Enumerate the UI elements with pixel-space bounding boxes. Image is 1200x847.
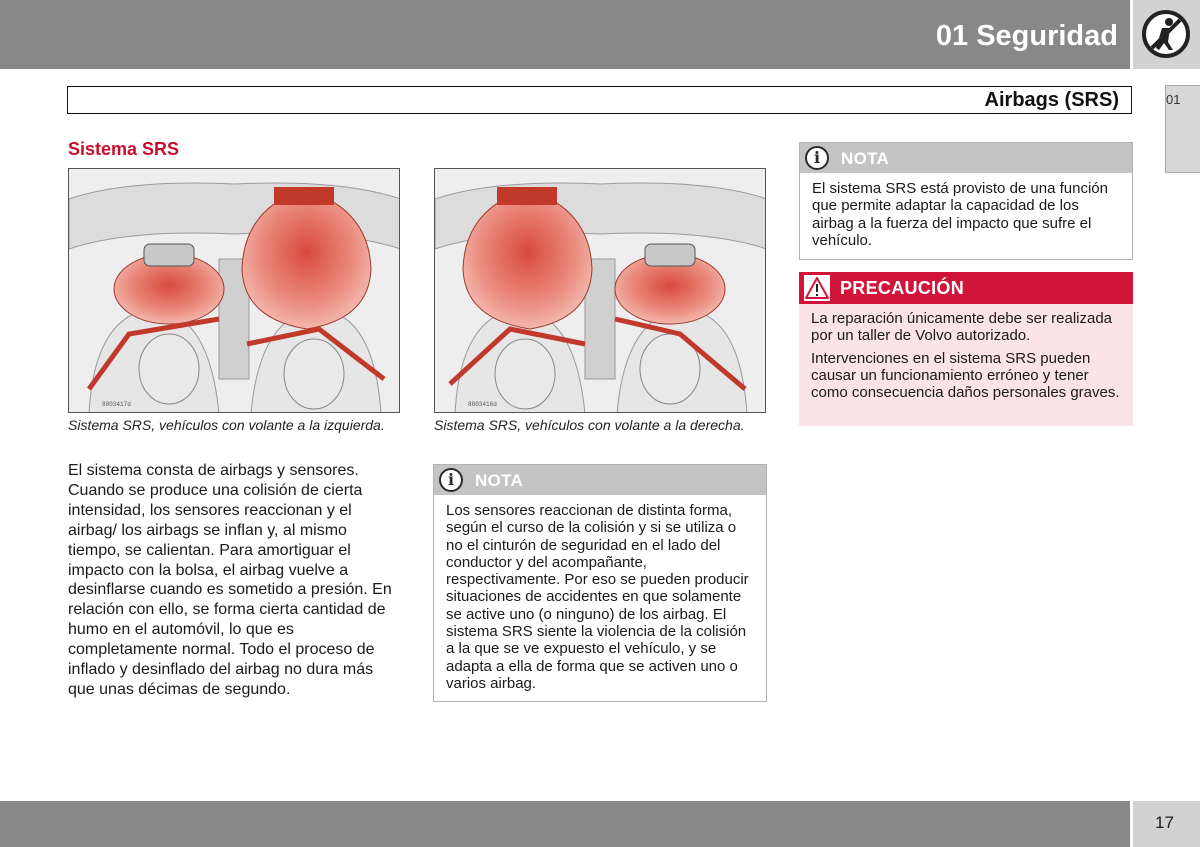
body-paragraph: El sistema consta de airbags y sensores. Cuando se produce una colisión de cierta intensidad, los sensores reaccionan y el airbag/ los airbags se inflan y, al mismo tiempo, se calientan. Para amortiguar el impacto con la bolsa, el airbag vuelve a desinflarse cuando es sometido a presión. En relación con ello, se forma cierta cantidad de humo en el automóvil, lo que es completamente normal. Todo el proceso de inflado y desinflado del airbag no dura más que unas décimas de segundo.	[68, 462, 392, 698]
chapter-title: 01 Seguridad	[935, 20, 1118, 52]
section-title-box	[67, 86, 1132, 114]
note-header	[800, 143, 1132, 173]
warning-triangle-icon	[804, 275, 830, 301]
chapter-tab[interactable]	[1165, 85, 1200, 173]
info-icon: i	[805, 146, 829, 170]
note-box-sensors	[433, 464, 767, 702]
subheading: Sistema SRS	[68, 139, 180, 159]
note-label: NOTA	[475, 471, 524, 490]
note-text: El sistema SRS está provisto de una función que permite adaptar la capacidad de los airbag a la fuerza del impacto que sufre el vehículo.	[812, 180, 1108, 249]
figure-left-hand-drive	[68, 168, 400, 413]
page-number-box	[1133, 801, 1200, 847]
note-label: NOTA	[841, 149, 890, 168]
no-seatbelt-prohibition-icon	[1140, 8, 1192, 60]
chapter-icon-box	[1133, 0, 1200, 69]
caution-label: PRECAUCIÓN	[840, 278, 965, 298]
figure-caption-left: Sistema SRS, vehículos con volante a la izquierda.	[68, 417, 385, 433]
chapter-tab-label: 01	[1166, 92, 1181, 107]
caution-text	[799, 304, 1133, 409]
caution-box	[799, 272, 1133, 426]
figure-code: 8803416d	[468, 401, 497, 408]
section-title: Airbags (SRS)	[984, 89, 1119, 111]
caution-header	[799, 272, 1133, 304]
note-text: Los sensores reaccionan de distinta forma, según el curso de la colisión y si se utiliza o no el cinturón de seguridad en el lado del conductor y del acompañante, respectivamente. Por eso se pueden producir situaciones de accidentes en que solamente se active uno (o ninguno) de los airbag. El sistema SRS siente la violencia de la colisión a la que se ve expuesto el vehículo, y se adapta a ella de forma que se activen uno o varios airbag.	[446, 502, 749, 692]
airbag-deployment-illustration	[69, 169, 400, 413]
info-icon: i	[439, 468, 463, 492]
figure-code: 8803417d	[102, 401, 131, 408]
figure-caption-right: Sistema SRS, vehículos con volante a la derecha.	[434, 417, 745, 433]
note-box-function	[799, 142, 1133, 260]
caution-paragraph: La reparación únicamente debe ser realizada por un taller de Volvo autorizado.	[811, 310, 1113, 345]
header-bar	[0, 0, 1130, 69]
airbag-deployment-illustration	[435, 169, 766, 413]
footer-bar	[0, 801, 1130, 847]
caution-paragraph: Intervenciones en el sistema SRS pueden causar un funcionamiento erróneo y tener como consecuencia daños personales graves.	[811, 349, 1120, 402]
page-number: 17	[1155, 813, 1174, 832]
figure-right-hand-drive	[434, 168, 766, 413]
note-header	[434, 465, 766, 495]
